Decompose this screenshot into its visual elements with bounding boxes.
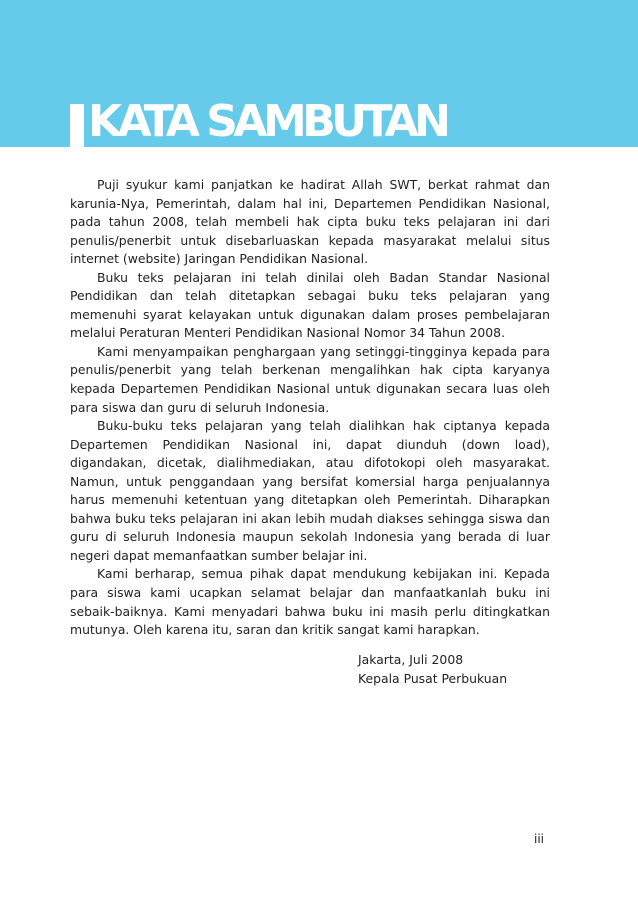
- paragraph: Kami berharap, semua pihak dapat mendukung kebijakan ini. Kepada para siswa kami ucapkan selamat belajar dan manfaatkanlah buku ini sebaik-baiknya. Kami menyadari bahwa buku ini masih perlu ditingkatkan mutunya. Oleh karena itu, saran dan kritik sangat kami harapkan.: [70, 566, 550, 638]
- paragraph: Buku teks pelajaran ini telah dinilai oleh Badan Standar Nasional Pendidikan dan telah ditetapkan sebagai buku teks pelajaran yang memenuhi syarat kelayakan untuk digunakan dalam proses pembelajaran melalui Peraturan Menteri Pendidikan Nasional Nomor 34 Tahun 2008.: [70, 269, 550, 341]
- signature-place-date: Jakarta, Juli 2008: [358, 652, 464, 667]
- foreword-body: [70, 176, 550, 640]
- paragraph: Puji syukur kami panjatkan ke hadirat Allah SWT, berkat rahmat dan karunia-Nya, Pemerintah, dalam hal ini, Departemen Pendidikan Nasional, pada tahun 2008, telah membeli hak cipta buku teks pelajaran ini dari penulis/penerbit untuk disebarluaskan kepada masyarakat melalui situs internet (website) Jaringan Pendidikan Nasional.: [70, 177, 550, 267]
- title-accent-bar: [70, 104, 84, 148]
- page-number: iii: [534, 832, 545, 846]
- page-title: KATA SAMBUTAN: [88, 96, 447, 147]
- signature-position: Kepala Pusat Perbukuan: [358, 671, 508, 686]
- paragraph: Kami menyampaikan penghargaan yang setinggi-tingginya kepada para penulis/penerbit yang telah berkenan mengalihkan hak cipta karyanya kepada Departemen Pendidikan Nasional untuk digunakan secara luas oleh para siswa dan guru di seluruh Indonesia.: [70, 343, 550, 415]
- signature-block: [358, 650, 507, 688]
- paragraph: Buku-buku teks pelajaran yang telah dialihkan hak ciptanya kepada Departemen Pendidikan Nasional ini, dapat diunduh (down load), digandakan, dicetak, dialihmediakan, atau difotokopi oleh masyarakat. Namun, untuk penggandaan yang bersifat komersial harga penjualannya harus memenuhi ketentuan yang ditetapkan oleh Pemerintah. Diharapkan bahwa buku teks pelajaran ini akan lebih mudah diakses sehingga siswa dan guru di seluruh Indonesia maupun sekolah Indonesia yang berada di luar negeri dapat memanfaatkan sumber belajar ini.: [70, 418, 550, 563]
